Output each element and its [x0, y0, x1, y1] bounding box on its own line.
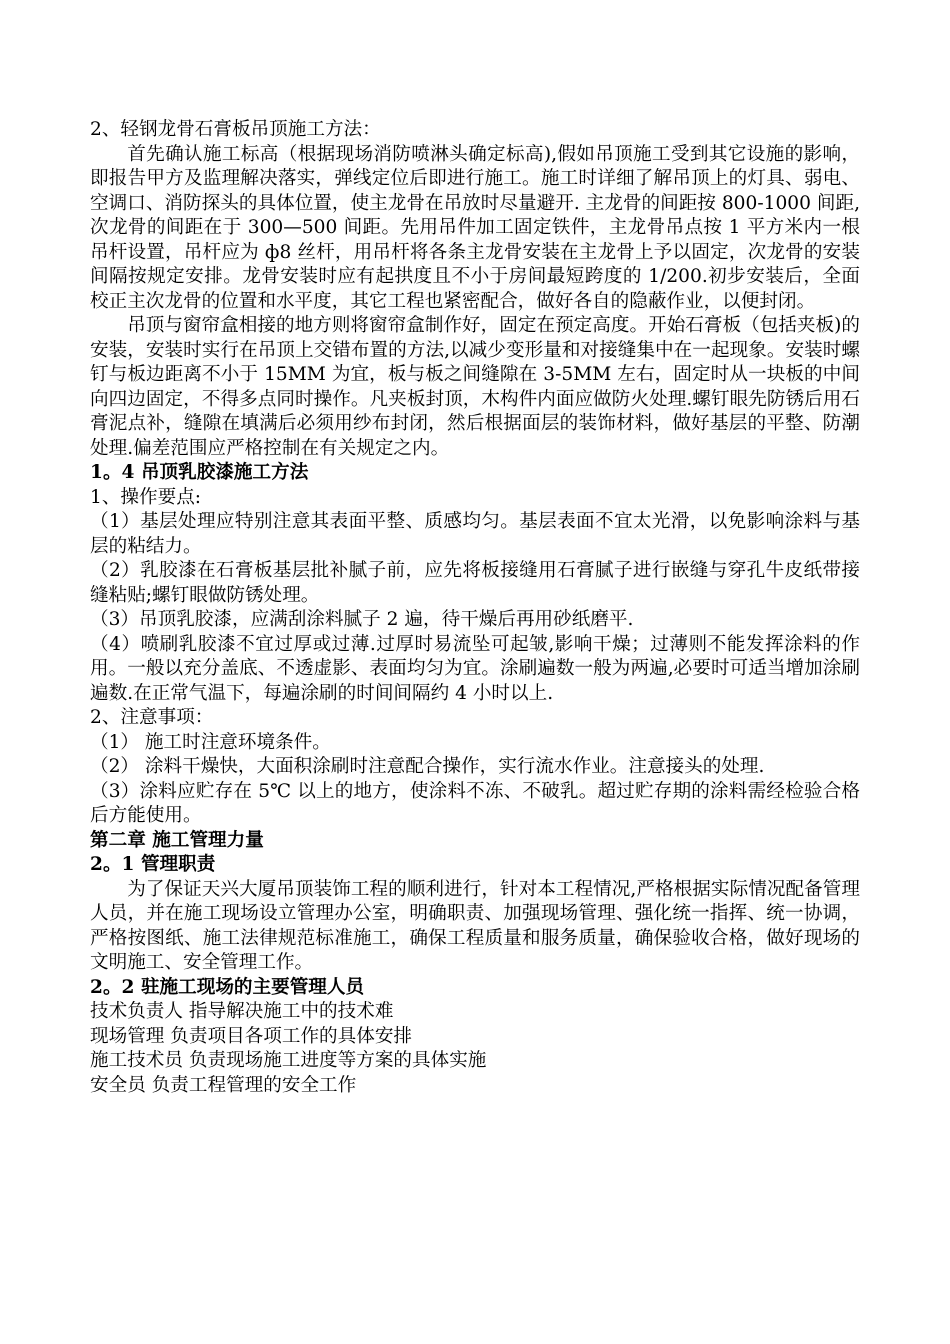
note-2: （2） 涂料干燥快，大面积涂刷时注意配合操作，实行流水作业。注意接头的处理.	[90, 756, 765, 777]
operation-point-1: （1）基层处理应特别注意其表面平整、质感均匀。基层表面不宜太光滑，以免影响涂料与基层的粘结力。	[90, 511, 860, 557]
staff-line-1: 技术负责人 指导解决施工中的技术难	[90, 1001, 394, 1022]
staff-line-3: 施工技术员 负责现场施工进度等方案的具体实施	[90, 1050, 487, 1071]
operation-point-4: （4）喷刷乳胶漆不宜过厚或过薄.过厚时易流坠可起皱,影响干燥；过薄则不能发挥涂料的作用。一般以充分盖底、不透虚影、表面均匀为宜。涂刷遍数一般为两遍,必要时可适当增加涂刷遍数.在正常气温下，每遍涂刷的时间间隔约 4 小时以上.	[90, 633, 860, 704]
document-page	[90, 118, 860, 1098]
section-1-4-heading: 1。4 吊顶乳胶漆施工方法	[90, 462, 309, 483]
notes-title: 2、注意事项：	[90, 707, 214, 728]
note-1: （1） 施工时注意环境条件。	[90, 731, 331, 753]
note-3: （3）涂料应贮存在 5℃ 以上的地方，使涂料不冻、不破乳。超过贮存期的涂料需经检验合格后方能使用。	[90, 780, 860, 826]
staff-line-2: 现场管理 负责项目各项工作的具体安排	[90, 1025, 413, 1047]
operation-point-3: （3）吊顶乳胶漆，应满刮涂料腻子 2 遍，待干燥后再用砂纸磨平.	[90, 609, 634, 630]
section-2-paragraph-2: 吊顶与窗帘盒相接的地方则将窗帘盒制作好，固定在预定高度。开始石膏板（包括夹板)的安装，安装时实行在吊顶上交错布置的方法,以减少变形量和对接缝集中在一起现象。安装时螺钉与板边距离不小于 15MM 为宜，板与板之间缝隙在 3-5MM 左右，固定时从一块板的中间向四边固定，不得多点同时操作。凡夹板封顶，木构件内面应做防火处理.螺钉眼先防锈后用石膏泥点补，缝隙在填满后必须用纱布封闭，然后根据面层的装饰材料，做好基层的平整、防潮处理.偏差范围应严格控制在有关规定之内。	[90, 315, 860, 459]
chapter-2-heading: 第二章 施工管理力量	[90, 829, 264, 851]
operation-points-title: 1、操作要点:	[90, 486, 202, 508]
section-2-title: 2、轻钢龙骨石膏板吊顶施工方法：	[90, 119, 381, 140]
section-2-paragraph-1: 首先确认施工标高（根据现场消防喷淋头确定标高),假如吊顶施工受到其它设施的影响，即报告甲方及监理解决落实，弹线定位后即进行施工。施工时详细了解吊顶上的灯具、弱电、空调口、消防探头的具体位置，使主龙骨在吊放时尽量避开. 主龙骨的间距按 800-1000 间距,次龙骨的间距在于 300—500 间距。先用吊件加工固定铁件，主龙骨吊点按 1 平方米内一根吊杆设置，吊杆应为 ф8 丝杆，用吊杆将各条主龙骨安装在主龙骨上予以固定，次龙骨的安装间隔按规定安排。龙骨安装时应有起拱度且不小于房间最短跨度的 1/200.初步安装后，全面校正主次龙骨的位置和水平度，其它工程也紧密配合，做好各自的隐蔽作业，以便封闭。	[90, 143, 860, 312]
operation-point-2: （2）乳胶漆在石膏板基层批补腻子前，应先将板接缝用石膏腻子进行嵌缝与穿孔牛皮纸带接缝粘贴;螺钉眼做防锈处理。	[90, 560, 860, 606]
staff-line-4: 安全员 负责工程管理的安全工作	[90, 1074, 357, 1096]
section-2-1-paragraph: 为了保证天兴大厦吊顶装饰工程的顺利进行，针对本工程情况,严格根据实际情况配备管理人员，并在施工现场设立管理办公室，明确职责、加强现场管理、强化统一指挥、统一协调，严格按图纸、施工法律规范标准施工，确保工程质量和服务质量，确保验收合格，做好现场的文明施工、安全管理工作。	[90, 878, 860, 973]
section-2-1-heading: 2。1 管理职责	[90, 854, 216, 875]
section-2-2-heading: 2。2 驻施工现场的主要管理人员	[90, 976, 365, 998]
